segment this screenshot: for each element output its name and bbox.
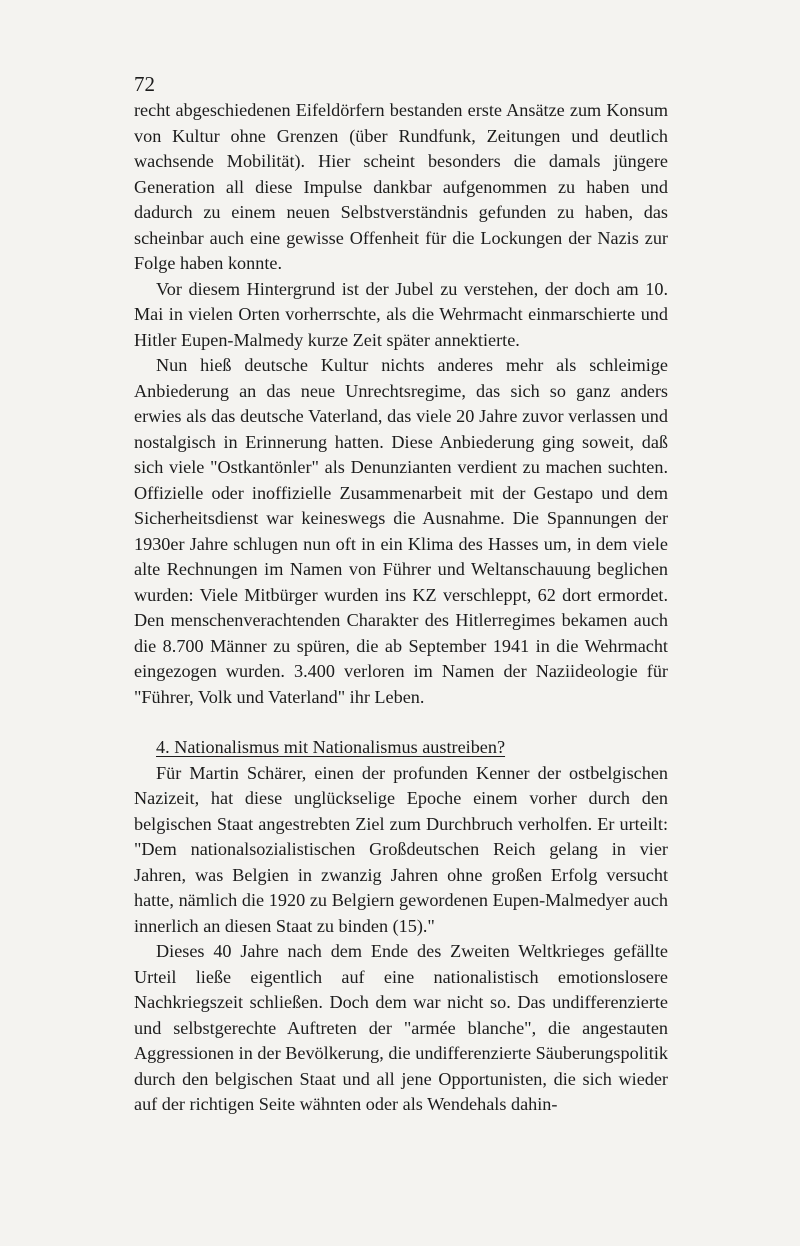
paragraph-4: Für Martin Schärer, einen der profunden Kenner der ostbelgischen Nazizeit, hat diese unglückselige Epoche einem vorher durch den belgischen Staat angestrebten Ziel zum Durchbruch verholfen. Er urteilt: "Dem nationalsozialistischen Großdeutschen Reich gelang in vier Jahren, was Belgien in zwanzig Jahren ohne großen Erfolg versucht hatte, nämlich die 1920 zu Belgiern gewordenen Eupen-Malmedyer auch innerlich an diesen Staat zu binden (15)." xyxy=(134,762,668,936)
section-heading-text: 4. Nationalismus mit Nationalismus austreiben? xyxy=(156,737,506,757)
paragraph-3: Nun hieß deutsche Kultur nichts anderes mehr als schleimige Anbiederung an das neue Unrechtsregime, das sich so ganz anders erwies als das deutsche Vaterland, das viele 20 Jahre zuvor verlassen und nostalgisch in Erinnerung hatten. Diese Anbiederung ging soweit, daß sich viele "Ostkantönler" als Denunzianten verdient zu machen suchten. Offizielle oder inoffizielle Zusammenarbeit mit der Gestapo und dem Sicherheitsdienst war keineswegs die Ausnahme. Die Spannungen der 1930er Jahre schlugen nun oft in ein Klima des Hasses um, in dem viele alte Rechnungen im Namen von Führer und Weltanschauung beglichen wurden: Viele Mitbürger wurden ins KZ verschleppt, 62 dort ermordet. Den menschenverachtenden Charakter des Hitlerregimes bekamen auch die 8.700 Männer zu spüren, die ab September 1941 in die Wehrmacht eingezogen wurden. 3.400 verloren im Namen der Naziideologie für "Führer, Volk und Vaterland" ihr Leben. xyxy=(134,355,668,707)
paragraph-1: recht abgeschiedenen Eifeldörfern bestanden erste Ansätze zum Konsum von Kultur ohne Grenzen (über Rundfunk, Zeitungen und deutlich wachsende Mobilität). Hier scheint besonders die damals jüngere Generation all diese Impulse dankbar aufgenommen zu haben und dadurch zu einem neuen Selbstverständnis gefunden zu haben, das scheinbar auch eine gewisse Offenheit für die Lockungen der Nazis zur Folge haben konnte. xyxy=(134,100,668,273)
section-heading xyxy=(134,735,668,761)
document-page xyxy=(134,70,668,1118)
paragraph-5: Dieses 40 Jahre nach dem Ende des Zweiten Weltkrieges gefällte Urteil ließe eigentlich auf eine nationalistisch emotionslosere Nachkriegszeit schließen. Doch dem war nicht so. Das undifferenzierte und selbstgerechte Auftreten der "armée blanche", die angestauten Aggressionen in der Bevölkerung, die undifferenzierte Säuberungspolitik durch den belgischen Staat und all jene Opportunisten, die sich wieder auf der richtigen Seite wähnten oder als Wendehals dahin- xyxy=(134,941,668,1114)
page-number: 72 xyxy=(134,72,155,96)
paragraph-2: Vor diesem Hintergrund ist der Jubel zu verstehen, der doch am 10. Mai in vielen Orten vorherrschte, als die Wehrmacht einmarschierte und Hitler Eupen-Malmedy kurze Zeit später annektierte. xyxy=(134,278,668,350)
